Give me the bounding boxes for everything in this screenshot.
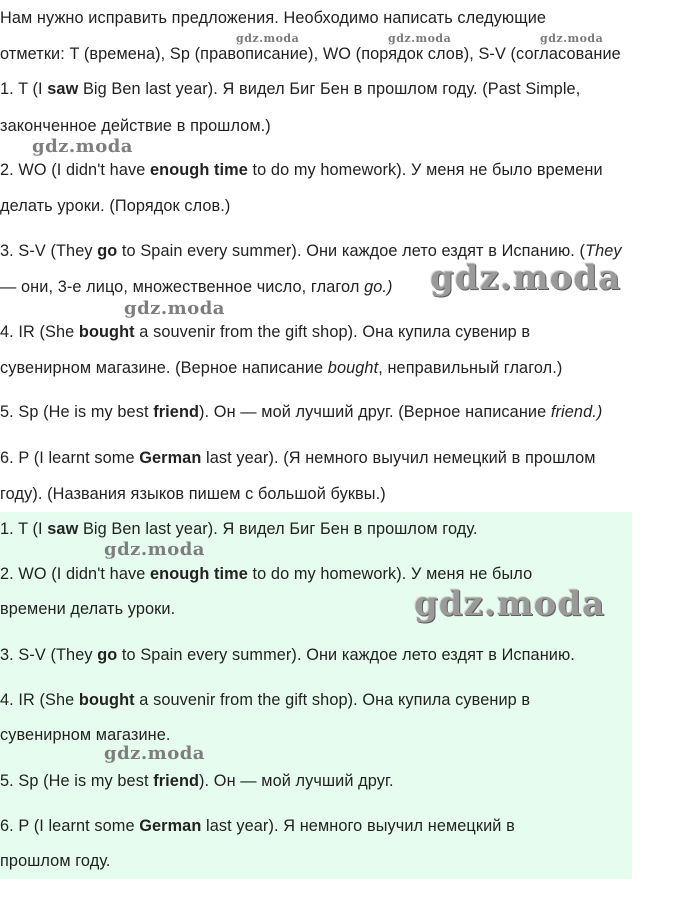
watermark-logo: gdz.moda xyxy=(236,32,300,45)
item-4-keyword: bought xyxy=(78,323,135,341)
answer-4-line-2: сувенирном магазине. xyxy=(0,726,171,744)
watermark-logo: gdz.moda xyxy=(104,743,205,764)
answer-1-keyword: saw xyxy=(47,520,79,538)
watermark-logo: gdz.moda xyxy=(388,32,452,45)
answer-1-line-1: 1. T (I saw Big Ben last year). Я видел Биг Бен в прошлом году. xyxy=(0,520,478,538)
item-3-line-2: — они, 3-е лицо, множественное число, глагол go.) xyxy=(0,278,393,296)
answer-3-line-1: 3. S-V (They go to Spain every summer). Они каждое лето ездят в Испанию. xyxy=(0,646,575,664)
item-6-line-2: году). (Названия языков пишем с большой буквы.) xyxy=(0,485,386,503)
intro-line-1: Нам нужно исправить предложения. Необходимо написать следующие xyxy=(0,9,547,27)
item-4-line-1: 4. IR (She bought a souvenir from the gift shop). Она купила сувенир в xyxy=(0,323,531,341)
item-2-line-2: делать уроки. (Порядок слов.) xyxy=(0,197,231,215)
answer-6-keyword: German xyxy=(139,817,202,835)
item-5-keyword: friend xyxy=(153,403,200,421)
answer-5-line-1: 5. Sp (He is my best friend). Он — мой лучший друг. xyxy=(0,772,394,790)
intro-line-2: отметки: T (времена), Sp (правописание), WO (порядок слов), S-V (согласование xyxy=(0,45,621,63)
item-5-line-1: 5. Sp (He is my best friend). Он — мой лучший друг. (Верное написание friend.) xyxy=(0,403,603,421)
answer-2-line-2: времени делать уроки. xyxy=(0,600,176,618)
watermark-logo: gdz.moda xyxy=(414,584,606,624)
watermark-logo: gdz.moda xyxy=(32,136,133,157)
item-2-line-1: 2. WO (I didn't have enough time to do my homework). У меня не было времени xyxy=(0,161,603,179)
item-3-keyword: go xyxy=(97,242,118,260)
answer-4-keyword: bought xyxy=(78,691,135,709)
answer-4-line-1: 4. IR (She bought a souvenir from the gift shop). Она купила сувенир в xyxy=(0,691,531,709)
watermark-logo: gdz.moda xyxy=(540,32,604,45)
answer-3-keyword: go xyxy=(97,646,118,664)
item-2-keyword: enough time xyxy=(150,161,248,179)
answer-6-line-1: 6. P (I learnt some German last year). Я немного выучил немецкий в xyxy=(0,817,515,835)
answer-6-line-2: прошлом году. xyxy=(0,852,111,870)
watermark-logo: gdz.moda xyxy=(124,298,225,319)
watermark-logo: gdz.moda xyxy=(430,258,622,298)
item-6-line-1: 6. P (I learnt some German last year). (Я немного выучил немецкий в прошлом xyxy=(0,449,596,467)
item-6-keyword: German xyxy=(139,449,202,467)
item-1-line-2: законченное действие в прошлом.) xyxy=(0,117,271,135)
answer-2-line-1: 2. WO (I didn't have enough time to do my homework). У меня не было xyxy=(0,565,533,583)
answer-2-keyword: enough time xyxy=(150,565,248,583)
item-1-line-1: 1. T (I saw Big Ben last year). Я видел Биг Бен в прошлом году. (Past Simple, xyxy=(0,80,581,98)
watermark-logo: gdz.moda xyxy=(104,539,205,560)
item-1-keyword: saw xyxy=(47,80,79,98)
answer-5-keyword: friend xyxy=(153,772,200,790)
item-3-line-1: 3. S-V (They go to Spain every summer). Они каждое лето ездят в Испанию. (They xyxy=(0,242,622,260)
item-4-line-2: сувенирном магазине. (Верное написание bought, неправильный глагол.) xyxy=(0,359,563,377)
